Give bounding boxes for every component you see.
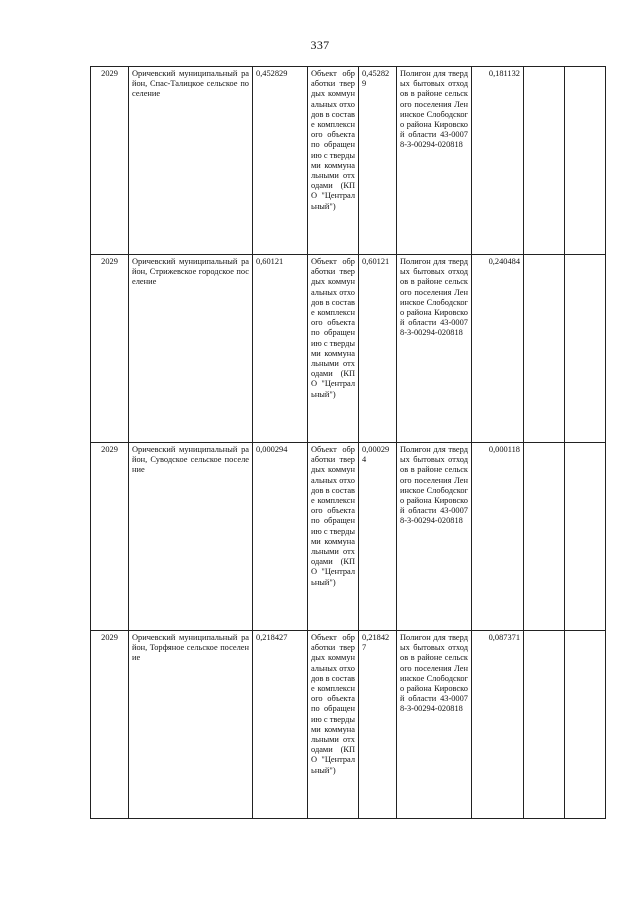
volume-cell: 0,60121	[253, 255, 308, 443]
disposed-volume-cell: 0,000118	[472, 443, 524, 631]
municipality-cell: Оричевский муниципальный район, Стрижевское городское поселение	[129, 255, 253, 443]
municipality-cell: Оричевский муниципальный район, Спас-Талицкое сельское поселение	[129, 67, 253, 255]
waste-flow-table	[90, 66, 606, 819]
disposed-volume-cell: 0,240484	[472, 255, 524, 443]
empty-cell	[565, 443, 606, 631]
volume-cell: 0,452829	[253, 67, 308, 255]
landfill-cell: Полигон для твердых бытовых отходов в районе сельского поселения Ленинское Слободского района Кировской области 43-00078-З-00294-020818	[397, 67, 472, 255]
treated-volume-cell: 0,452829	[359, 67, 397, 255]
table-row	[91, 255, 606, 443]
year-cell: 2029	[91, 443, 129, 631]
treatment-object-cell: Объект обработки твердых коммунальных отходов в составе комплексного объекта по обращению с твердыми коммунальными отходами (КПО "Центральный")	[308, 443, 359, 631]
municipality-cell: Оричевский муниципальный район, Торфяное сельское поселение	[129, 631, 253, 819]
treatment-object-cell: Объект обработки твердых коммунальных отходов в составе комплексного объекта по обращению с твердыми коммунальными отходами (КПО "Центральный")	[308, 67, 359, 255]
treatment-object-cell: Объект обработки твердых коммунальных отходов в составе комплексного объекта по обращению с твердыми коммунальными отходами (КПО "Центральный")	[308, 255, 359, 443]
volume-cell: 0,000294	[253, 443, 308, 631]
landfill-cell: Полигон для твердых бытовых отходов в районе сельского поселения Ленинское Слободского района Кировской области 43-00078-З-00294-020818	[397, 255, 472, 443]
treated-volume-cell: 0,000294	[359, 443, 397, 631]
table-row	[91, 631, 606, 819]
disposed-volume-cell: 0,087371	[472, 631, 524, 819]
landfill-cell: Полигон для твердых бытовых отходов в районе сельского поселения Ленинское Слободского района Кировской области 43-00078-З-00294-020818	[397, 631, 472, 819]
table-row	[91, 67, 606, 255]
year-cell: 2029	[91, 631, 129, 819]
treated-volume-cell: 0,60121	[359, 255, 397, 443]
empty-cell	[524, 67, 565, 255]
table-row	[91, 443, 606, 631]
empty-cell	[565, 631, 606, 819]
empty-cell	[565, 255, 606, 443]
treated-volume-cell: 0,218427	[359, 631, 397, 819]
disposed-volume-cell: 0,181132	[472, 67, 524, 255]
year-cell: 2029	[91, 255, 129, 443]
empty-cell	[524, 631, 565, 819]
page-number: 337	[310, 38, 330, 52]
treatment-object-cell: Объект обработки твердых коммунальных отходов в составе комплексного объекта по обращению с твердыми коммунальными отходами (КПО "Центральный")	[308, 631, 359, 819]
empty-cell	[524, 443, 565, 631]
year-cell: 2029	[91, 67, 129, 255]
empty-cell	[565, 67, 606, 255]
municipality-cell: Оричевский муниципальный район, Суводское сельское поселение	[129, 443, 253, 631]
volume-cell: 0,218427	[253, 631, 308, 819]
empty-cell	[524, 255, 565, 443]
landfill-cell: Полигон для твердых бытовых отходов в районе сельского поселения Ленинское Слободского района Кировской области 43-00078-З-00294-020818	[397, 443, 472, 631]
